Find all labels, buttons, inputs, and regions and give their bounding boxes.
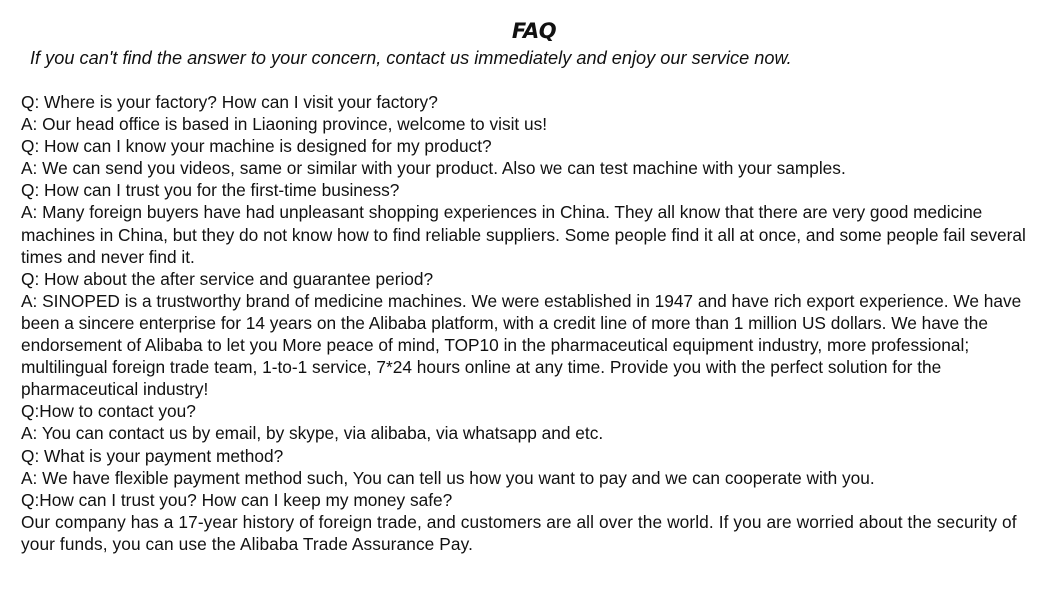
faq-question: Q:How to contact you? (21, 401, 196, 422)
faq-answer: A: You can contact us by email, by skype, via alibaba, via whatsapp and etc. (21, 423, 604, 444)
faq-answer: A: Many foreign buyers have had unpleasant shopping experiences in China. They all know that there are very good medicine machines in China, but they do not know how to find reliable suppliers. Some people find it all at once, and some people fail several times and never find it. (21, 202, 1026, 267)
faq-question: Q: How about the after service and guarantee period? (21, 268, 434, 289)
faq-answer: A: SINOPED is a trustworthy brand of medicine machines. We were established in 1947 and have rich export experience. We have been a sincere enterprise for 14 years on the Alibaba platform, with a credit line of more than 1 million US dollars. We have the endorsement of Alibaba to let you More peace of mind, TOP10 in the pharmaceutical equipment industry, more professional; multilingual foreign trade team, 1-to-1 service, 7*24 hours online at any time. Provide you with the perfect solution for the pharmaceutical industry! (21, 290, 1022, 400)
faq-question: Q: Where is your factory? How can I visit your factory? (21, 92, 438, 112)
faq-question: Q:How can I trust you? How can I keep my money safe? (21, 489, 453, 510)
faq-answer: A: Our head office is based in Liaoning province, welcome to visit us! (21, 114, 548, 135)
faq-answer: A: We can send you videos, same or similar with your product. Also we can test machine with your samples. (21, 158, 846, 179)
faq-answer: A: We have flexible payment method such, You can tell us how you want to pay and we can cooperate with you. (21, 467, 875, 488)
faq-list (21, 91, 1053, 555)
page-subtitle: If you can't find the answer to your concern, contact us immediately and enjoy our service now. (30, 48, 792, 68)
faq-answer: Our company has a 17-year history of foreign trade, and customers are all over the world. If you are worried about the security of your funds, you can use the Alibaba Trade Assurance Pay. (21, 511, 1017, 554)
faq-question: Q: How can I trust you for the first-time business? (21, 180, 400, 201)
page-title: FAQ (511, 19, 557, 43)
faq-question: Q: How can I know your machine is designed for my product? (21, 136, 492, 157)
faq-question: Q: What is your payment method? (21, 445, 284, 466)
